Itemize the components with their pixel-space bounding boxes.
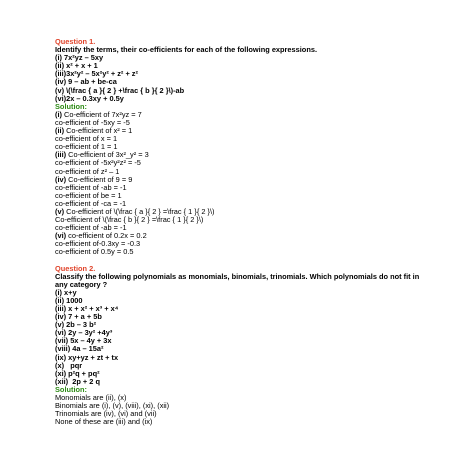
solution-part-label: (iii) [55,151,67,160]
question-2-item: (v) 2b – 3 b² [55,321,97,330]
solution-line: co-efficient of-0.3xy = -0.3 [55,240,141,249]
solution-line: (v) Co-efficient of \(\frac { a }{ 2 } =\frac { 1 }{ 2 }\) [55,207,215,216]
question-2-item: (ii) 1000 [55,296,83,305]
solution-line: Co-efficient of \(\frac { b }{ 2 } =\frac { 1 }{ 2 }\) [55,216,204,225]
document-page [55,38,447,426]
question-1-heading: Question 1. [55,38,96,46]
question-2-item: (iii) x + x² + x³ + x⁴ [55,305,119,313]
solution-line: co-efficient of be = 1 [55,191,122,200]
solution-line: co-efficient of 0.5y = 0.5 [55,248,134,257]
solution-line: (i) Co-efficient of 7x²yz = 7 [55,110,142,119]
solution-line: co-efficient of -ca = -1 [55,199,127,208]
solution-line: co-efficient of -5xy = -5 [55,118,130,127]
question-1-solution [55,111,447,257]
question-1-solution-heading: Solution: [55,102,88,111]
solution-line: co-efficient of -5x²y²z² = -5 [55,159,141,168]
question-1-item: (vi)2x – 0.3xy + 0.5y [55,94,124,103]
question-2-item: (ix) xy+yz + zt + tx [55,353,119,362]
solution-line: (vi) co-efficient of 0.2x = 0.2 [55,232,147,241]
solution-part-label: (ii) [55,127,65,136]
question-1-item: (i) 7x²yz – 5xy [55,54,104,63]
question-1-item: (iv) 9 – ab + be-ca [55,78,117,87]
solution-part-label: (v) [55,207,65,216]
question-2-item: (viii) 4a – 15a² [55,345,104,354]
solution-line: co-efficient of -ab = -1 [55,224,127,233]
question-2-item: (xii) 2p + 2 q [55,377,100,386]
question-1-prompt: Identify the terms, their co-efficients for each of the following expressions. [55,46,318,55]
question-2-item: (xi) p²q + pq² [55,369,100,378]
solution-part-label: (iv) [55,175,67,184]
solution-line: Trinomials are (iv), (vi) and (vii) [55,410,157,419]
solution-line: co-efficient of 1 = 1 [55,143,118,152]
solution-line: co-efficient of z² – 1 [55,167,120,176]
question-2-heading: Question 2. [55,264,96,273]
solution-line: Monomials are (ii), (x) [55,394,127,403]
question-2-items [55,289,447,386]
question-2-solution-heading: Solution: [55,385,88,394]
solution-line: (iii) Co-efficient of 3x²_y² = 3 [55,151,149,160]
solution-part-label: (i) [55,110,62,119]
section-spacer [55,257,447,265]
question-1-item: (iii)3x²y² – 5x²y² + z² + z² [55,70,138,79]
solution-part-label: (vi) [55,232,67,241]
solution-line: None of these are (iii) and (ix) [55,418,153,427]
question-2-prompt: Classify the following polynomials as monomials, binomials, trinomials. Which polynomials do not fit in any category ? [55,272,420,289]
question-1-items [55,54,447,103]
question-2-item: (vi) 2y – 3y² +4y³ [55,329,113,338]
solution-line: co-efficient of -ab = -1 [55,183,127,192]
solution-line: (ii) Co-efficient of x² = 1 [55,127,133,136]
solution-line: (iv) Co-efficient of 9 = 9 [55,175,133,184]
solution-line: co-efficient of x = 1 [55,135,118,144]
question-2-item: (vii) 5x – 4y + 3x [55,337,112,346]
question-1-item: (v) \(\frac { a }{ 2 } +\frac { b }{ 2 }\)-ab [55,86,185,95]
question-2-item: (i) x+y [55,288,77,297]
question-1-item: (ii) x² + x + 1 [55,62,98,71]
question-2-solution [55,394,447,426]
question-2-item: (x) pqr [55,361,83,370]
solution-line: Binomials are (i), (v), (viii), (xi), (xii) [55,402,170,411]
question-2-item: (iv) 7 + a + 5b [55,313,102,322]
